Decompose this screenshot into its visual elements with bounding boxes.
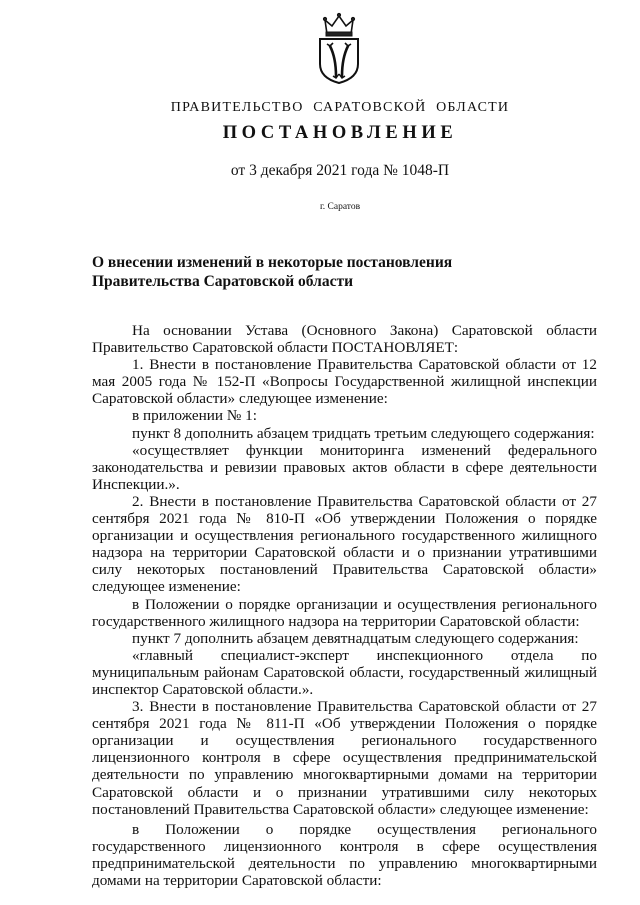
body-paragraph: «осуществляет функции мониторинга изменений федерального законодательства и ревизии правовых актов области в сфере деятельности Инспекции.». xyxy=(92,441,597,493)
document-date-number: от 3 декабря 2021 года № 1048-П xyxy=(230,162,450,179)
body-paragraph: в Положении о порядке осуществления регионального государственного лицензионного контроля в сфере осуществления предпринимательской деятельности по управлению многоквартирными домами на территории Саратовской области: xyxy=(92,820,597,889)
body-paragraph: в Положении о порядке организации и осуществления регионального государственного жилищного надзора на территории Саратовской области: xyxy=(92,595,597,630)
body-paragraph: пункт 7 дополнить абзацем девятнадцатым следующего содержания: xyxy=(132,629,579,647)
subject-line: Правительства Саратовской области xyxy=(92,272,353,290)
body-paragraph: 1. Внести в постановление Правительства Саратовской области от 12 мая 2005 года № 152-П «Вопросы Государственной жилищной инспекции Саратовской области» следующее изменение: xyxy=(92,356,597,408)
document-city: г. Саратов xyxy=(319,202,361,212)
body-paragraph: 2. Внести в постановление Правительства Саратовской области от 27 сентября 2021 года № 810-П «Об утверждении Положения о порядке организации и осуществления регионального государственного жилищного надзора на территории Саратовской области и о признании утратившими силу некоторых постановлений Правительства Саратовской области» следующее изменение: xyxy=(92,492,597,596)
body-paragraph: в приложении № 1: xyxy=(132,407,257,425)
body-paragraph: «главный специалист-эксперт инспекционного отдела по муниципальным районам Саратовской области, государственный жилищный инспектор Саратовской области.». xyxy=(92,646,597,698)
document-subject xyxy=(92,254,512,291)
organization-name: ПРАВИТЕЛЬСТВО САРАТОВСКОЙ ОБЛАСТИ xyxy=(170,100,510,115)
body-paragraph: На основании Устава (Основного Закона) Саратовской области Правительство Саратовской области ПОСТАНОВЛЯЕТ: xyxy=(92,322,597,357)
document-type: ПОСТАНОВЛЕНИЕ xyxy=(222,123,458,143)
body-paragraph: 3. Внести в постановление Правительства Саратовской области от 27 сентября 2021 года № 811-П «Об утверждении Положения о порядке организации и осуществления регионального государственного лицензионного контроля в сфере осуществления предпринимательской деятельности по управлению многоквартирными домами на территории Саратовской области и о признании утратившими силу некоторых постановлений Правительства Саратовской области» следующее изменение: xyxy=(92,698,597,818)
document-body xyxy=(92,322,597,889)
subject-line: О внесении изменений в некоторые постановления xyxy=(92,254,453,271)
body-paragraph: пункт 8 дополнить абзацем тридцать третьим следующего содержания: xyxy=(132,424,595,442)
coat-of-arms-icon xyxy=(314,12,364,84)
